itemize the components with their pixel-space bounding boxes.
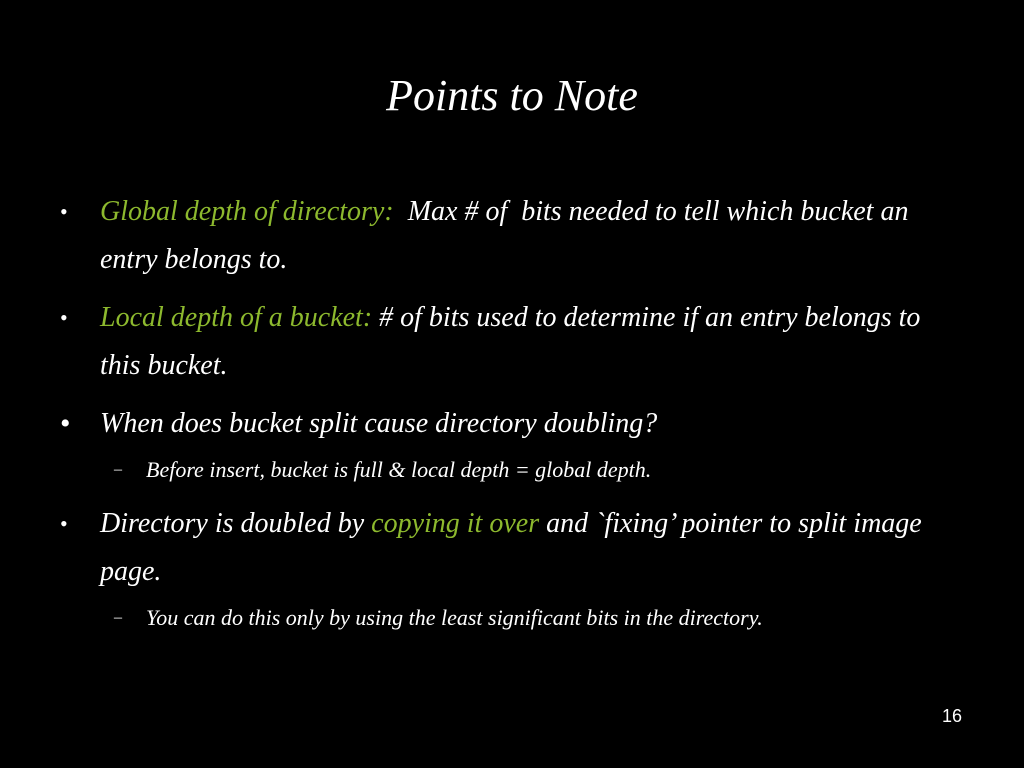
bullet-text: When does bucket split cause directory doubling? (100, 408, 658, 439)
bullet-directory-copy (60, 500, 960, 596)
sub-bullet-before-insert (60, 452, 960, 488)
bullet-text-after: and `fixing’ pointer to split image page. (100, 508, 922, 587)
sub-bullet-text: Before insert, bucket is full & local depth = global depth. (146, 457, 652, 482)
bullet-text-before: Directory is doubled by (100, 508, 372, 539)
bullet-global-depth (60, 188, 960, 284)
slide-title: Points to Note (386, 71, 638, 120)
bullet-highlight: Local depth of a bucket: (100, 302, 373, 333)
bullet-list (60, 188, 960, 648)
sub-bullet-marker: – (114, 609, 122, 626)
bullet-text: # of bits used to determine if an entry belongs to this bucket. (100, 302, 921, 381)
bullet-text: Max # of bits needed to tell which bucket an entry belongs to. (100, 196, 916, 275)
bullet-directory-doubling (60, 400, 960, 448)
sub-bullet-marker: – (114, 461, 122, 478)
bullet-marker: • (60, 407, 71, 440)
bullet-local-depth (60, 294, 960, 390)
bullet-highlight: Global depth of directory: (100, 196, 394, 227)
page-number: 16 (941, 706, 962, 726)
bullet-highlight: copying it over (371, 508, 540, 539)
bullet-marker: • (60, 305, 68, 330)
sub-bullet-text: You can do this only by using the least significant bits in the directory. (146, 605, 763, 630)
sub-bullet-least-significant (60, 600, 960, 636)
bullet-marker: • (60, 199, 68, 224)
bullet-marker: • (60, 511, 68, 536)
